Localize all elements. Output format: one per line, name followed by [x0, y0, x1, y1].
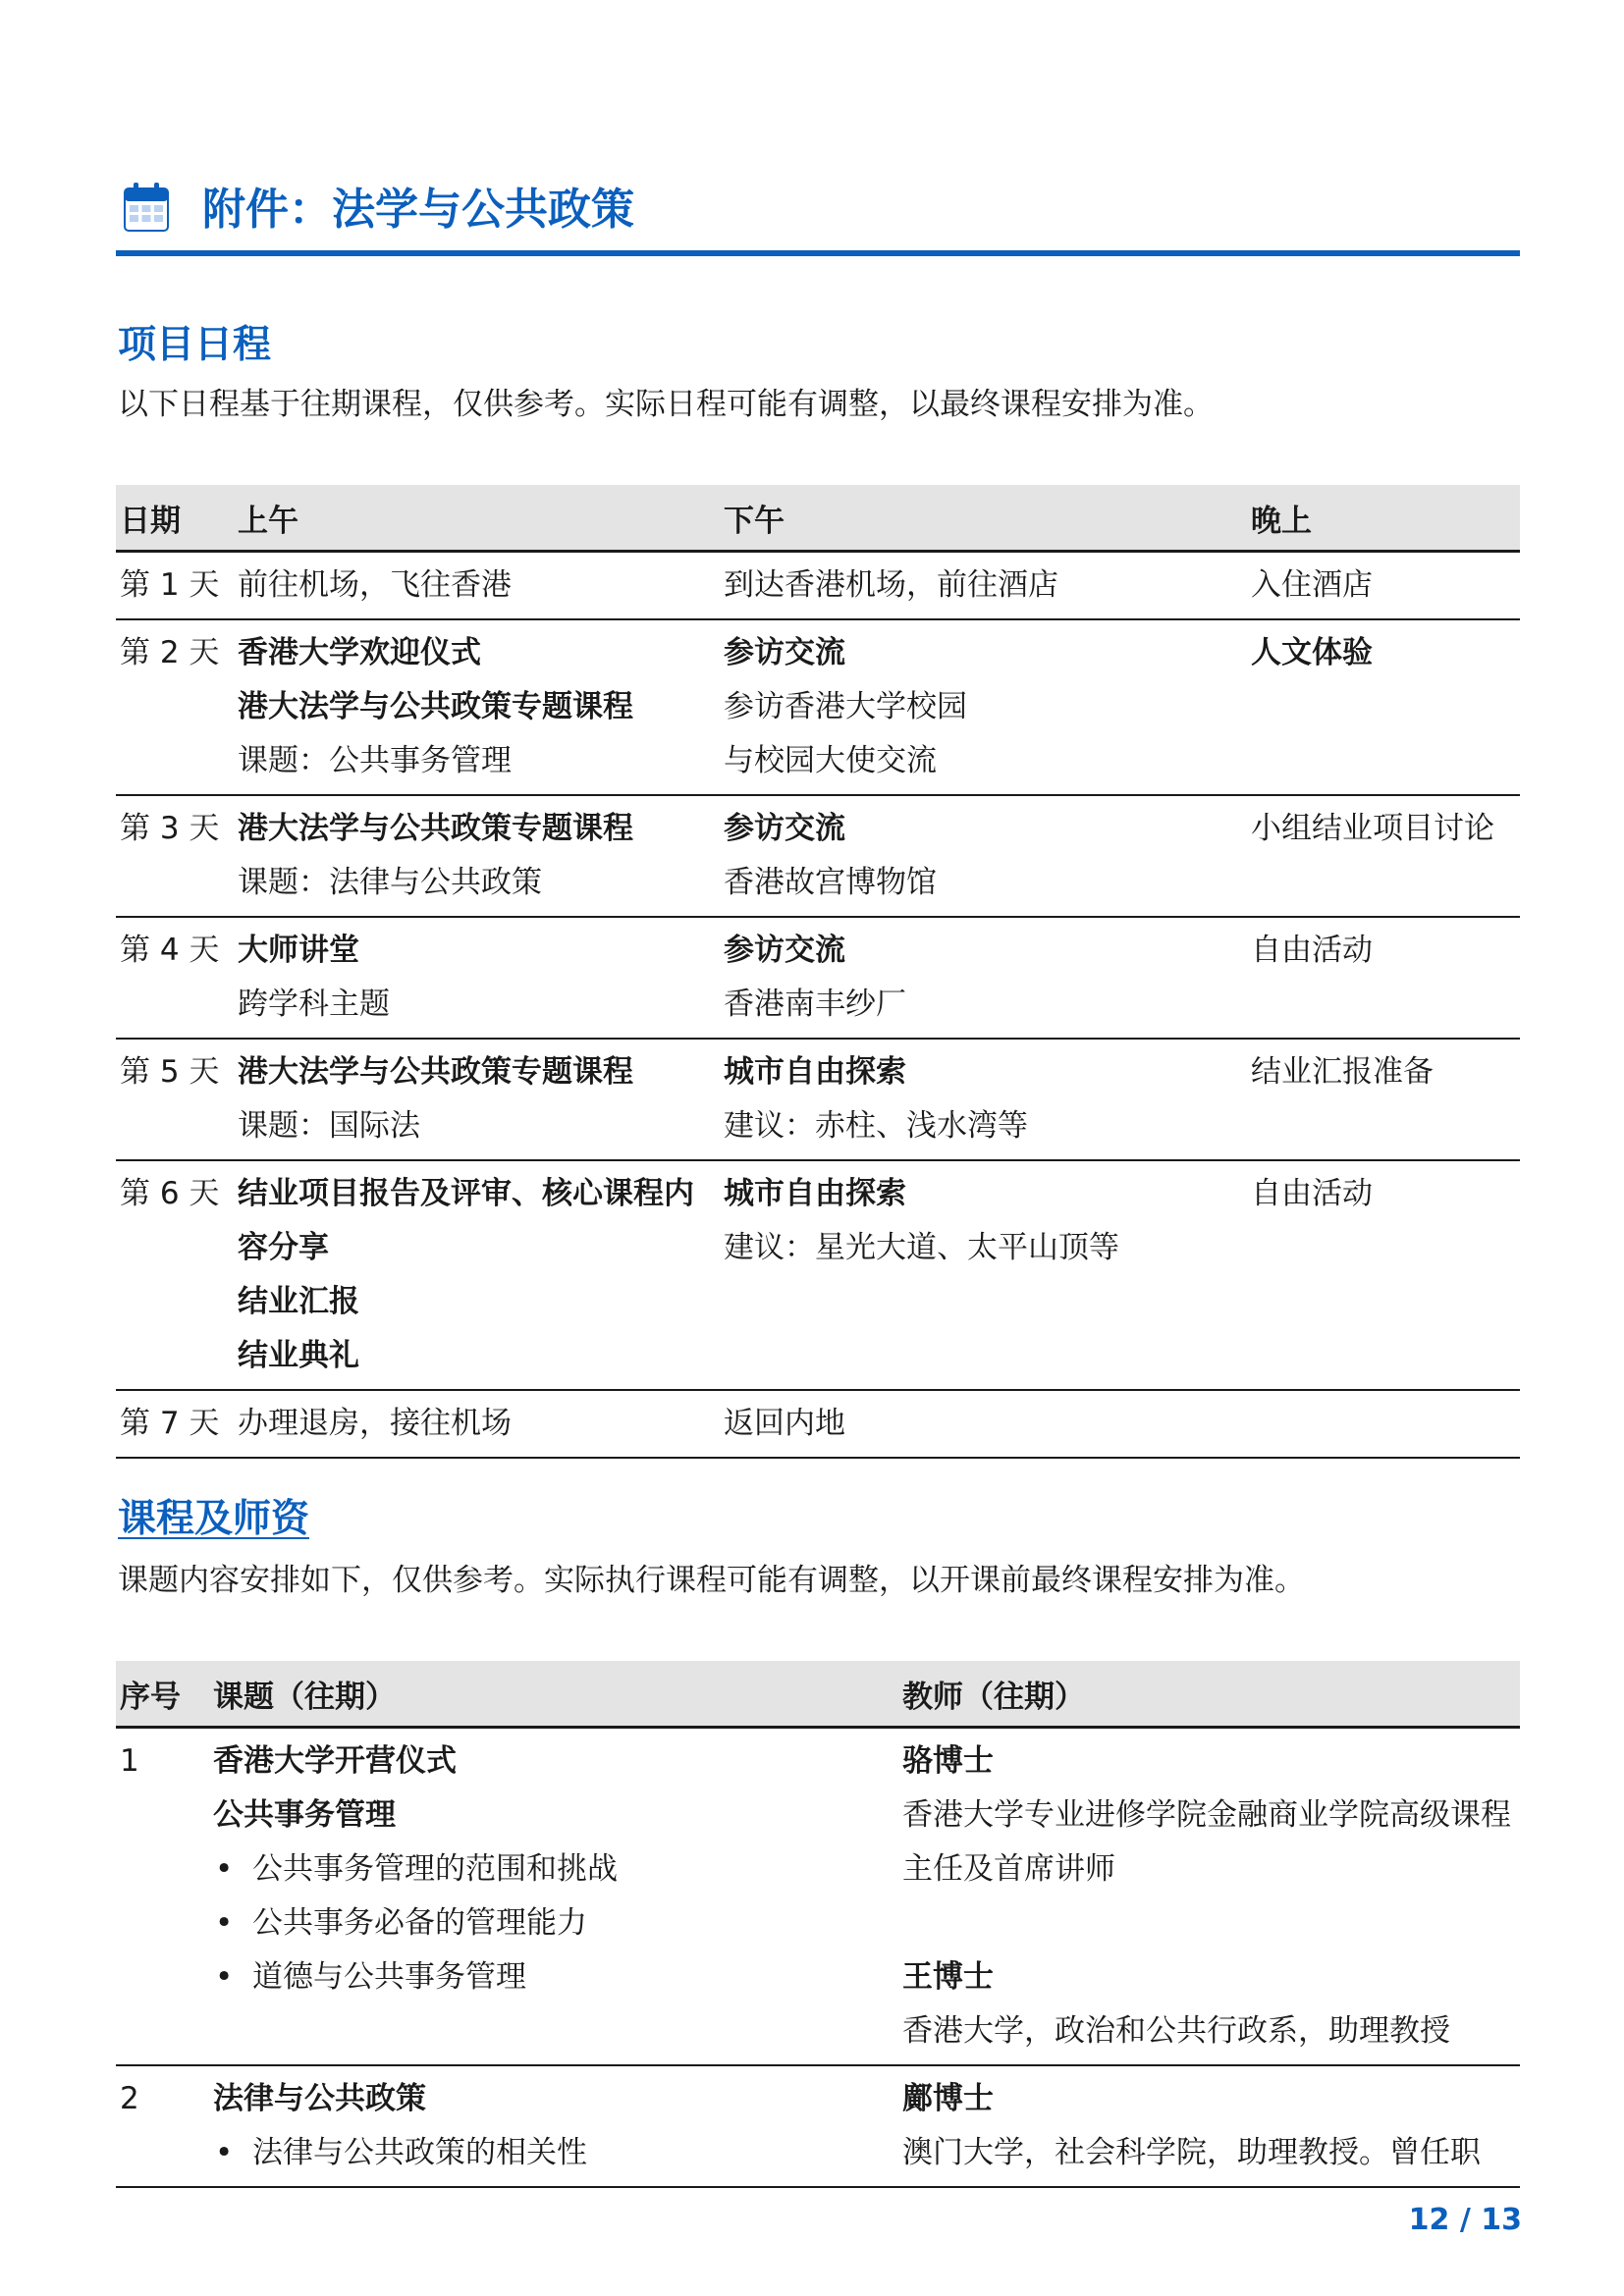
courses-table [116, 1661, 1520, 2188]
table-row [116, 1039, 1520, 1160]
col-header-teacher: 教师（往期） [898, 1661, 1520, 1728]
day-cell: 第 1 天 [116, 552, 234, 620]
table-row [116, 619, 1520, 795]
topic-bullet-list [213, 2126, 894, 2180]
course-number: 1 [116, 1728, 209, 2066]
day-cell: 第 5 天 [116, 1039, 234, 1160]
afternoon-cell: 参访交流 香港故宫博物馆 [720, 795, 1247, 917]
page-number: 12 / 13 [1408, 2203, 1522, 2237]
calendar-icon [124, 183, 169, 232]
table-row [116, 2065, 1520, 2187]
afternoon-cell: 城市自由探索 建议：星光大道、太平山顶等 [720, 1160, 1247, 1390]
schedule-intro: 以下日程基于往期课程，仅供参考。实际日程可能有调整，以最终课程安排为准。 [118, 387, 1214, 422]
day-cell: 第 6 天 [116, 1160, 234, 1390]
morning-cell: 办理退房，接往机场 [234, 1390, 720, 1458]
courses-header-row [116, 1661, 1520, 1728]
topic-cell: 香港大学开营仪式 公共事务管理 • 公共事务管理的范围和挑战 • 公共事务必备的管理能力 • 道德与公共事务管理 [209, 1728, 898, 2066]
afternoon-cell: 返回内地 [720, 1390, 1247, 1458]
table-row [116, 917, 1520, 1039]
evening-cell: 自由活动 [1247, 917, 1520, 1039]
morning-cell: 港大法学与公共政策专题课程 课题：国际法 [234, 1039, 720, 1160]
morning-cell: 港大法学与公共政策专题课程 课题：法律与公共政策 [234, 795, 720, 917]
course-number: 2 [116, 2065, 209, 2187]
morning-cell: 前往机场，飞往香港 [234, 552, 720, 620]
morning-cell: 大师讲堂 跨学科主题 [234, 917, 720, 1039]
teacher-name: 骆博士 [902, 1743, 994, 1779]
morning-cell: 香港大学欢迎仪式 港大法学与公共政策专题课程 课题：公共事务管理 [234, 619, 720, 795]
page-title: 附件：法学与公共政策 [202, 185, 634, 235]
afternoon-cell: 到达香港机场，前往酒店 [720, 552, 1247, 620]
schedule-table [116, 485, 1520, 1459]
schedule-header-row [116, 485, 1520, 552]
topic-cell: 法律与公共政策 • 法律与公共政策的相关性 [209, 2065, 898, 2187]
table-row [116, 1390, 1520, 1458]
col-header-morning: 上午 [234, 485, 720, 552]
day-cell: 第 7 天 [116, 1390, 234, 1458]
evening-cell [1247, 1390, 1520, 1458]
teacher-cell [898, 1728, 1520, 2066]
day-cell: 第 3 天 [116, 795, 234, 917]
afternoon-cell: 参访交流 香港南丰纱厂 [720, 917, 1247, 1039]
teacher-title: 香港大学，政治和公共行政系，助理教授 [902, 2013, 1450, 2049]
teacher-name: 鄺博士 [902, 2081, 994, 2116]
col-header-evening: 晚上 [1247, 485, 1520, 552]
teacher-title: 香港大学专业进修学院金融商业学院高级课程主任及首席讲师 [902, 1797, 1511, 1887]
col-header-number: 序号 [116, 1661, 209, 1728]
table-row [116, 552, 1520, 620]
day-cell: 第 4 天 [116, 917, 234, 1039]
evening-cell: 自由活动 [1247, 1160, 1520, 1390]
list-item: • 公共事务必备的管理能力 [213, 1896, 894, 1950]
teacher-title: 澳门大学，社会科学院，助理教授。曾任职 [902, 2135, 1481, 2170]
table-row [116, 1160, 1520, 1390]
teacher-name: 王博士 [902, 1959, 994, 1995]
courses-intro: 课题内容安排如下，仅供参考。实际执行课程可能有调整，以开课前最终课程安排为准。 [118, 1563, 1305, 1598]
afternoon-cell: 城市自由探索 建议：赤柱、浅水湾等 [720, 1039, 1247, 1160]
evening-cell: 结业汇报准备 [1247, 1039, 1520, 1160]
page-header [116, 175, 1520, 255]
col-header-topic: 课题（往期） [209, 1661, 898, 1728]
col-header-afternoon: 下午 [720, 485, 1247, 552]
schedule-section-title: 项目日程 [118, 323, 272, 367]
evening-cell: 人文体验 [1247, 619, 1520, 795]
morning-cell: 结业项目报告及评审、核心课程内容分享 结业汇报 结业典礼 [234, 1160, 720, 1390]
col-header-date: 日期 [116, 485, 234, 552]
afternoon-cell: 参访交流 参访香港大学校园 与校园大使交流 [720, 619, 1247, 795]
evening-cell: 入住酒店 [1247, 552, 1520, 620]
courses-section-title: 课程及师资 [118, 1497, 310, 1541]
header-divider [116, 250, 1520, 256]
teacher-cell [898, 2065, 1520, 2187]
evening-cell: 小组结业项目讨论 [1247, 795, 1520, 917]
day-cell: 第 2 天 [116, 619, 234, 795]
table-row [116, 1728, 1520, 2066]
table-row [116, 795, 1520, 917]
list-item: • 道德与公共事务管理 [213, 1950, 894, 2004]
list-item: • 法律与公共政策的相关性 [213, 2126, 894, 2180]
list-item: • 公共事务管理的范围和挑战 [213, 1842, 894, 1896]
topic-bullet-list [213, 1842, 894, 2004]
